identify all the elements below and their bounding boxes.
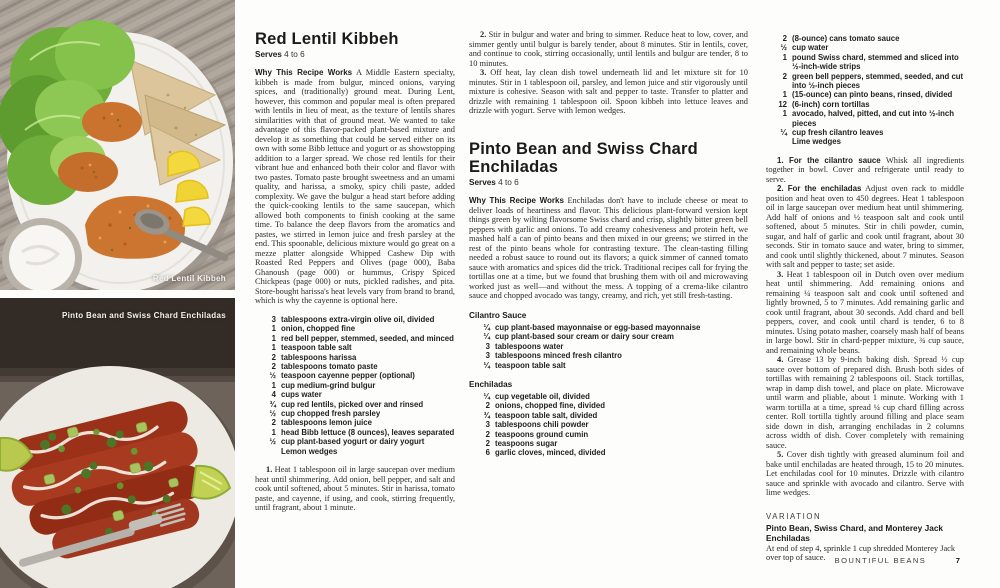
ingredient-text: teaspoons ground cumin — [495, 429, 589, 439]
ingredient-row — [261, 362, 455, 371]
recipe1-steps-col1 — [255, 465, 455, 513]
ingredient-quantity: 2 — [271, 362, 276, 371]
ingredient-row — [261, 418, 455, 427]
ingredient-quantity: ¼ — [483, 332, 490, 342]
ingredient-text: (15-ounce) can pinto beans, rinsed, divided — [792, 90, 953, 100]
ingredient-quantity: 1 — [271, 380, 276, 390]
ingredient-text: cup fresh cilantro leaves — [792, 128, 884, 138]
ingredient-text: cup chopped fresh parsley — [281, 409, 381, 419]
ingredient-row — [475, 439, 748, 448]
ingredient-text: cup vegetable oil, divided — [495, 391, 590, 401]
ingredient-text: Lemon wedges — [281, 446, 338, 456]
ingredient-row — [261, 437, 455, 446]
ingredient-row — [261, 334, 455, 343]
ingredient-text: tablespoons extra-virgin olive oil, divided — [281, 314, 435, 324]
serves-value: 4 to 6 — [498, 178, 519, 188]
ingredient-quantity: 2 — [271, 352, 276, 362]
ingredient-row — [772, 100, 964, 109]
ingredient-quantity: 1 — [271, 427, 276, 437]
ingredient-text: teaspoon table salt, divided — [495, 410, 598, 420]
ingredient-text: teaspoon table salt — [495, 360, 566, 370]
ingredient-row — [475, 323, 748, 332]
ingredient-row — [475, 361, 748, 370]
ingredient-quantity: ½ — [269, 371, 276, 381]
ingredient-text: (6-inch) corn tortillas — [792, 99, 870, 109]
ingredient-text: onions, chopped fine, divided — [495, 401, 606, 411]
ingredient-row — [261, 400, 455, 409]
ingredient-row — [261, 343, 455, 352]
ingredient-row — [261, 371, 455, 380]
ingredient-quantity: 2 — [271, 418, 276, 428]
ingredient-row — [772, 128, 964, 137]
recipe-step: 3. Heat 1 tablespoon oil in Dutch oven over medium heat until shimmering. Add remaining onions and remaining ¼ teaspoon salt and cook until softened and lightly browned, 5 to 7 minutes. Add remaining garlic and cook until fragrant, about 30 seconds. Add chard and bell peppers, cover, and cook until chard is tender, 6 to 8 minutes. Using potato masher, coarsely mash half of beans in large bowl. Stir in chard-pepper mixture, ¾ cup sauce, and remaining whole beans. — [766, 269, 964, 355]
ingredient-quantity: ½ — [780, 43, 787, 53]
ingredient-quantity: 3 — [271, 314, 276, 324]
ingredient-quantity: 1 — [271, 343, 276, 353]
cilantro-sauce-ingredients — [475, 323, 748, 370]
ingredient-text: garlic cloves, minced, divided — [495, 448, 606, 458]
ingredient-text: teaspoons sugar — [495, 439, 558, 448]
ingredient-quantity: 1 — [782, 90, 787, 100]
ingredient-quantity: ¾ — [483, 410, 490, 420]
photo-column — [0, 0, 235, 588]
why-label: Why This Recipe Works — [469, 196, 564, 206]
ingredient-row — [261, 324, 455, 333]
ingredient-text: tablespoons water — [495, 341, 564, 351]
enchiladas-ingredients-part2 — [772, 34, 964, 147]
step-number: 2. For the enchiladas — [777, 184, 862, 194]
ingredient-text: head Bibb lettuce (8 ounces), leaves separated — [281, 427, 455, 437]
ingredient-quantity: 1 — [271, 324, 276, 334]
running-head: BOUNTIFUL BEANS — [834, 556, 927, 565]
ingredient-text: cups water — [281, 390, 322, 400]
ingredient-text: onion, chopped fine — [281, 324, 356, 334]
ingredient-quantity: 1 — [782, 52, 787, 62]
step-number: 3. — [480, 68, 487, 77]
recipe1-why-paragraph — [255, 68, 455, 306]
ingredient-text: red bell pepper, stemmed, seeded, and minced — [281, 333, 454, 343]
ingredient-quantity: 4 — [271, 390, 276, 400]
variation-text: At end of step 4, sprinkle 1 cup shredded Monterey Jack over top of sauce. — [766, 543, 956, 563]
photo-caption-kibbeh: Red Lentil Kibbeh — [152, 274, 226, 283]
ingredient-text: tablespoons chili powder — [495, 420, 589, 430]
ingredient-quantity: 3 — [485, 351, 490, 361]
recipe1-title: Red Lentil Kibbeh — [255, 30, 399, 48]
ingredient-text: pound Swiss chard, stemmed and sliced into ½-inch-wide strips — [792, 52, 959, 72]
ingredient-quantity: 3 — [485, 341, 490, 351]
step-number: 3. — [777, 269, 784, 279]
ingredient-row — [261, 381, 455, 390]
recipe-step: 2. For the enchiladas Adjust oven rack to middle position and heat oven to 450 degrees. Heat 1 tablespoon oil in large saucepan over medium heat until shimmering. Add half of onions and ½ teaspoon salt and cook until softened, about 5 minutes. Stir in chili powder, cumin, sugar, and half of garlic and cook until fragrant, about 30 seconds. Stir in tomato sauce and water, bring to simmer, and cook until slightly thickened, about 7 minutes. Season with salt and pepper to taste; set aside. — [766, 184, 964, 270]
ingredient-quantity: 2 — [782, 71, 787, 81]
step-number: 1. — [266, 465, 273, 475]
photo-caption-enchiladas: Pinto Bean and Swiss Chard Enchiladas — [61, 311, 226, 320]
kibbeh-photo-illustration — [0, 0, 235, 290]
cilantro-sauce-subhead: Cilantro Sauce — [469, 310, 527, 320]
ingredient-quantity: ½ — [269, 437, 276, 447]
step-number: 5. — [777, 450, 784, 460]
recipe2-header-block — [469, 140, 748, 458]
variation-title: Pinto Bean, Swiss Chard, and Monterey Jack Enchiladas — [766, 522, 944, 543]
ingredient-quantity: ¾ — [269, 399, 276, 409]
ingredient-quantity: 2 — [485, 401, 490, 411]
ingredient-text: cup plant-based yogurt or dairy yogurt — [281, 437, 425, 447]
ingredient-quantity: ¼ — [483, 391, 490, 401]
ingredient-text: teaspoon table salt — [281, 343, 352, 353]
ingredient-text: teaspoon cayenne pepper (optional) — [281, 371, 415, 381]
ingredient-text: avocado, halved, pitted, and cut into ½-inch pieces — [792, 109, 955, 128]
dark-backdrop — [0, 298, 235, 376]
ingredient-row — [475, 411, 748, 420]
ingredient-text: tablespoons minced fresh cilantro — [495, 351, 622, 361]
why-label: Why This Recipe Works — [255, 68, 353, 78]
recipe-step: 1. Heat 1 tablespoon oil in large saucepan over medium heat until shimmering. Add onion, bell pepper, and salt and cook until softened, about 5 minutes. Stir in harissa, tomato paste, and cayenne, if using, and cook, stirring frequently, until fragrant, about 1 minute. — [255, 465, 455, 513]
enchiladas-subhead: Enchiladas — [469, 379, 513, 389]
ingredient-quantity — [261, 447, 276, 456]
why-text: A Middle Eastern specialty, kibbeh is made from bulgur, minced onions, varying spices, and (traditionally) ground meat. During Lent, however, this common and popular meal is often prepared with lentils in lieu of meat, as the texture of lentils shares similarities with that of ground meat. We wanted to take advantage of this flavor-packed plant-based mixture and develop it as something that could be served either on its own with some Bibb lettuce and yogurt or as showstopping addition to a larger spread. We chose red lentils for their vibrant hue and enhanced both their color and flavor with two pastes. Tomato paste brought sweetness and an umami quality, and harissa, a smoky, spicy chili paste, added complexity. We gave the bulgur a head start before adding the quick-cooking lentils to the same saucepan, which allowed both components to finish cooking at the same time. To balance the deep flavors from the aromatics and pastes, we stirred in lemon juice and fresh parsley at the end. This spoonable, delicious mixture would go great on a mezze platter alongside Whipped Cashew Dip with Roasted Red Peppers and Olives (page 000), Baba Ghanoush (page 000) or hummus, Crispy Spiced Chickpeas (page 000) or nuts, pickled radishes, and pita. Store-bought harissa's heat levels vary from brand to brand, which is why the cayenne is optional here. — [255, 68, 455, 306]
ingredient-text: green bell peppers, stemmed, seeded, and cut into ½-inch pieces — [792, 71, 964, 91]
recipe2-why-paragraph — [469, 196, 748, 301]
ingredient-quantity: 2 — [782, 34, 787, 43]
ingredient-row — [261, 447, 455, 456]
ingredient-quantity: 12 — [778, 99, 787, 109]
recipe-step: 1. For the cilantro sauce Whisk all ingredients together in bowl. Cover and refrigerate until ready to serve. — [766, 155, 964, 184]
ingredient-quantity: 3 — [485, 420, 490, 430]
ingredient-quantity: ¼ — [483, 360, 490, 370]
recipe-step: 2. Stir in bulgur and water and bring to simmer. Reduce heat to low, cover, and simmer gently until bulgur is barely tender, about 8 minutes. Stir in lentils, cover, and continue to cook, stirring occasionally, until lentils and bulgur are tender, 8 to 10 minutes. — [469, 30, 748, 68]
why-text: Enchiladas don't have to include cheese or meat to deliver loads of heartiness and flavor. This delicious plant-forward version kept things green by wilting flavorsome Swiss chard and crisp, slightly bitter green bell peppers with garlic and onions. To add creamy cohesiveness and protein heft, we mashed half a can of pinto beans and then mixed in our greens; we stirred in the rest of the pinto beans whole for contrasting texture. The clean-tasting filling needed a robust sauce to round out its flavors; a quick simmer of canned tomato sauce with aromatics and spices did the trick. Traditional recipes call for frying the tortillas one at a time, but we found that brushing them with oil and microwaving worked just as well—and without the mess. A topping of a crema-like cilantro sauce and chopped avocado was tangy, creamy, and rich, yet still fresh-tasting. — [469, 196, 748, 301]
recipe-step: 3. Off heat, lay clean dish towel underneath lid and let mixture sit for 10 minutes. Stir in 1 tablespoon oil, parsley, and lemon juice and stir vigorously until mixture is cohesive. Season with salt and pepper to taste. Transfer to platter and drizzle with remaining 1 tablespoon oil. Spoon kibbeh into lettuce leaves and drizzle with yogurt. Serve with lemon wedges. — [469, 68, 748, 115]
ingredient-row — [261, 315, 455, 324]
ingredient-quantity: ¼ — [780, 128, 787, 138]
recipe2-steps — [766, 156, 964, 498]
step-number: 4. — [777, 355, 784, 365]
ingredient-quantity: 2 — [485, 439, 490, 448]
serves-value: 4 to 6 — [284, 50, 305, 60]
ingredient-text: tablespoons tomato paste — [281, 362, 378, 371]
ingredient-row — [772, 109, 964, 128]
ingredient-text: cup water — [792, 43, 829, 53]
enchiladas-ingredients-part1 — [475, 392, 748, 458]
ingredient-row — [772, 137, 964, 146]
ingredient-row — [261, 353, 455, 362]
ingredient-row — [475, 448, 748, 457]
recipe2-serves — [469, 178, 748, 187]
ingredient-text: cup plant-based sour cream or dairy sour cream — [495, 332, 674, 342]
ingredient-row — [475, 392, 748, 401]
column-2 — [469, 30, 748, 458]
ingredient-quantity — [772, 137, 787, 146]
recipe-step: 4. Grease 13 by 9-inch baking dish. Spread ½ cup sauce over bottom of prepared dish. Brush both sides of tortillas with remaining 2 tablespoons oil. Stack tortillas, wrap in damp dish towel, and place on plate. Microwave until warm and pliable, about 1 minute. Working with 1 warm tortilla at a time, spread ¼ cup chard filling across center. Roll tortilla tightly around filling and place seam side down in dish, arranging enchiladas in 2 columns across width of dish. Cover completely with remaining sauce. — [766, 355, 964, 450]
ingredient-row — [475, 430, 748, 439]
ingredient-row — [475, 401, 748, 410]
photo-enchiladas — [0, 298, 235, 588]
ingredient-quantity: ¼ — [483, 322, 490, 332]
photo-red-lentil-kibbeh — [0, 0, 235, 290]
ingredient-row — [772, 90, 964, 99]
column-1 — [255, 30, 455, 513]
step-number: 2. — [480, 30, 487, 39]
ingredient-text: tablespoons harissa — [281, 352, 357, 362]
ingredient-quantity: ½ — [269, 409, 276, 419]
page-number: 7 — [955, 556, 960, 565]
page-footer — [835, 556, 960, 565]
ingredient-quantity: 2 — [485, 429, 490, 439]
ingredient-text: tablespoons lemon juice — [281, 418, 372, 428]
ingredient-row — [772, 34, 964, 43]
ingredient-row — [261, 390, 455, 399]
ingredient-row — [475, 351, 748, 360]
recipe-step: 5. Cover dish tightly with greased aluminum foil and bake until enchiladas are heated through, 15 to 20 minutes. Let enchiladas cool for 10 minutes. Drizzle with cilantro sauce and sprinkle with avocado and cilantro. Serve with lime wedges. — [766, 450, 964, 498]
ingredient-row — [475, 342, 748, 351]
ingredient-text: Lime wedges — [792, 137, 841, 147]
ingredient-quantity: 6 — [485, 448, 490, 458]
ingredient-row — [772, 43, 964, 52]
recipe1-ingredient-list — [261, 315, 455, 456]
ingredient-row — [475, 420, 748, 429]
recipe1-steps-col2 — [469, 30, 748, 116]
variation-label: VARIATION — [766, 511, 822, 521]
column-3 — [766, 30, 964, 563]
serves-label: Serves — [255, 50, 282, 60]
enchiladas-photo-illustration — [0, 298, 235, 588]
ingredient-row — [772, 72, 964, 91]
recipe2-title: Pinto Bean and Swiss Chard Enchiladas — [469, 139, 698, 176]
step-number: 1. For the cilantro sauce — [777, 155, 881, 165]
ingredient-row — [261, 409, 455, 418]
serves-label: Serves — [469, 178, 496, 188]
ingredient-text: cup medium-grind bulgur — [281, 380, 376, 390]
ingredient-text: (8-ounce) cans tomato sauce — [792, 34, 900, 43]
ingredient-text: cup red lentils, picked over and rinsed — [281, 399, 424, 409]
ingredient-row — [475, 332, 748, 341]
recipe1-serves — [255, 50, 455, 59]
ingredient-quantity: 1 — [271, 333, 276, 343]
ingredient-quantity: 1 — [782, 109, 787, 119]
ingredient-row — [772, 53, 964, 72]
ingredient-text: cup plant-based mayonnaise or egg-based mayonnaise — [495, 322, 701, 332]
ingredient-row — [261, 428, 455, 437]
